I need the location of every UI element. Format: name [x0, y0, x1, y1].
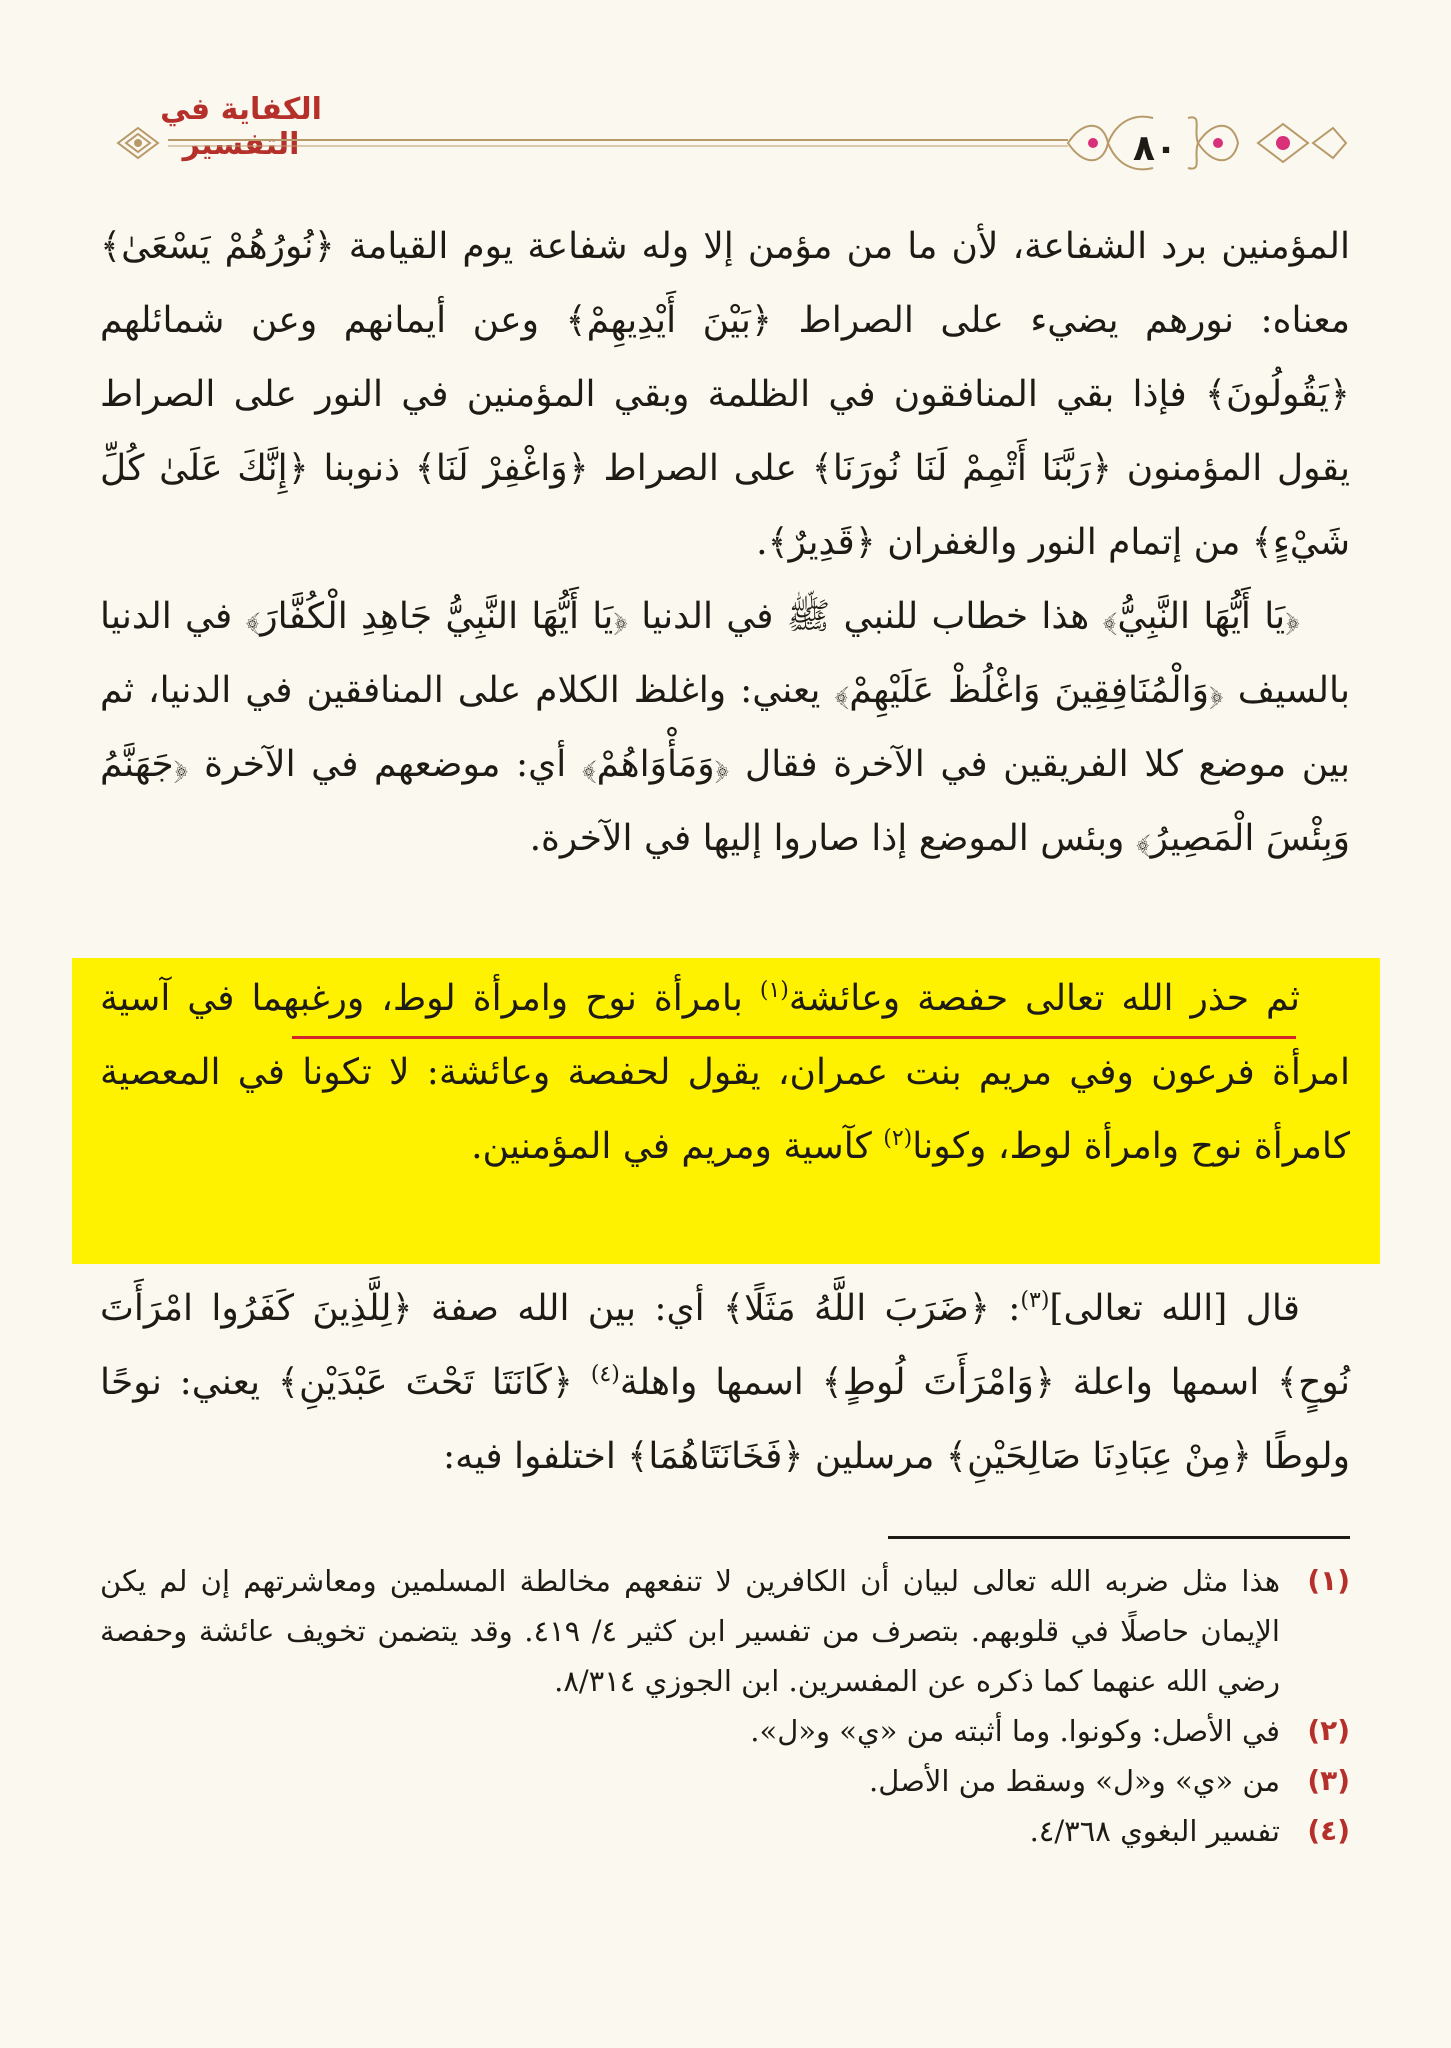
main-text-bottom	[100, 1272, 1350, 1494]
footnote-4	[100, 1806, 1350, 1856]
footnote-text: في الأصل: وكونوا. وما أثبته من «ي» و«ل».	[750, 1714, 1280, 1748]
paragraph-4-part-b: : ﴿ضَرَبَ اللَّهُ مَثَلًا﴾ أي: بين الله صفة ﴿لِلَّذِينَ كَفَرُوا امْرَأَتَ نُوحٍ﴾ اسمها واعلة ﴿وَامْرَأَتَ لُوطٍ﴾ اسمها واهلة	[100, 1288, 1351, 1403]
paragraph-3-part-c: كآسية ومريم في المؤمنين.	[471, 1126, 884, 1167]
paragraph-2: ﴿يَا أَيُّهَا النَّبِيُّ﴾ هذا خطاب للنبي ﷺ في الدنيا ﴿يَا أَيُّهَا النَّبِيُّ جَاهِدِ الْكُفَّارَ﴾ في الدنيا بالسيف ﴿وَالْمُنَافِقِينَ وَاغْلُظْ عَلَيْهِمْ﴾ يعني: واغلظ الكلام على المنافقين في الدنيا، ثم بين موضع كلا الفريقين في الآخرة فقال ﴿وَمَأْوَاهُمْ﴾ أي: موضعهم في الآخرة ﴿جَهَنَّمُ وَبِئْسَ الْمَصِيرُ﴾ وبئس الموضع إذا صاروا إليها في الآخرة.	[100, 596, 1350, 859]
paragraph-3-part-a: ثم حذر الله تعالى حفصة وعائشة	[788, 978, 1300, 1019]
paragraph-1: المؤمنين برد الشفاعة، لأن ما من مؤمن إلا وله شفاعة يوم القيامة ﴿نُورُهُمْ يَسْعَىٰ﴾ معناه: نورهم يضيء على الصراط ﴿بَيْنَ أَيْدِيهِمْ﴾ وعن أيمانهم وعن شمائلهم ﴿يَقُولُونَ﴾ فإذا بقي المنافقون في الظلمة وبقي المؤمنين في النور على الصراط يقول المؤمنون ﴿رَبَّنَا أَتْمِمْ لَنَا نُورَنَا﴾ على الصراط ﴿وَاغْفِرْ لَنَا﴾ ذنوبنا ﴿إِنَّكَ عَلَىٰ كُلِّ شَيْءٍ﴾ من إتمام النور والغفران ﴿قَدِيرٌ﴾.	[100, 226, 1350, 563]
footnote-number: (١)	[1307, 1564, 1350, 1597]
paragraph-4-part-c: ﴿كَانَتَا تَحْتَ عَبْدَيْنِ﴾ يعني: نوحًا ولوطًا ﴿مِنْ عِبَادِنَا صَالِحَيْنِ﴾ مرسلين ﴿فَخَانَتَاهُمَا﴾ اختلفوا فيه:	[100, 1362, 1350, 1477]
footnote-text: هذا مثل ضربه الله تعالى لبيان أن الكافرين لا تنفعهم مخالطة المسلمين ومعاشرتهم إن لم يكن الإيمان حاصلًا في قلوبهم. بتصرف من تفسير ابن كثير ٤/ ٤١٩. وقد يتضمن تخويف عائشة وحفصة رضي الله عنهما كما ذكره عن المفسرين. ابن الجوزي ٨/٣١٤.	[100, 1564, 1280, 1698]
footnote-ref-1[interactable]: (١)	[759, 978, 789, 1003]
book-title: الكفاية في التفسير	[160, 92, 322, 162]
paragraph-3-part-b: بامرأة نوح وامرأة لوط، ورغبهما في آسية امرأة فرعون وفي مريم بنت عمران، يقول لحفصة وعائشة: لا تكونا في المعصية كامرأة نوح وامرأة لوط، وكونا	[100, 978, 1350, 1167]
highlighted-paragraph	[100, 958, 1350, 1184]
footnote-divider	[888, 1536, 1350, 1539]
paragraph-3	[100, 962, 1350, 1184]
footnote-number: (٤)	[1307, 1814, 1350, 1847]
footnote-1	[100, 1556, 1350, 1706]
footnotes	[100, 1556, 1350, 1856]
main-text-top	[100, 210, 1350, 876]
footnote-2	[100, 1706, 1350, 1756]
footnote-ref-3[interactable]: (٣)	[1020, 1288, 1050, 1313]
footnote-number: (٣)	[1307, 1764, 1350, 1797]
left-diamond-ornament	[118, 128, 158, 158]
paragraph-4-part-a: قال [الله تعالى]	[1049, 1288, 1300, 1329]
footnote-text: من «ي» و«ل» وسقط من الأصل.	[869, 1764, 1280, 1798]
footnote-number: (٢)	[1307, 1714, 1350, 1747]
red-underline	[292, 1036, 1296, 1039]
footnote-ref-2[interactable]: (٢)	[883, 1126, 913, 1151]
right-ornament-group	[1068, 124, 1346, 162]
page-number: ٨٠	[1133, 128, 1177, 169]
footnote-ref-4[interactable]: (٤)	[590, 1362, 620, 1387]
footnote-3	[100, 1756, 1350, 1806]
paragraph-4	[100, 1272, 1350, 1494]
footnote-text: تفسير البغوي ٤/٣٦٨.	[1029, 1814, 1280, 1848]
